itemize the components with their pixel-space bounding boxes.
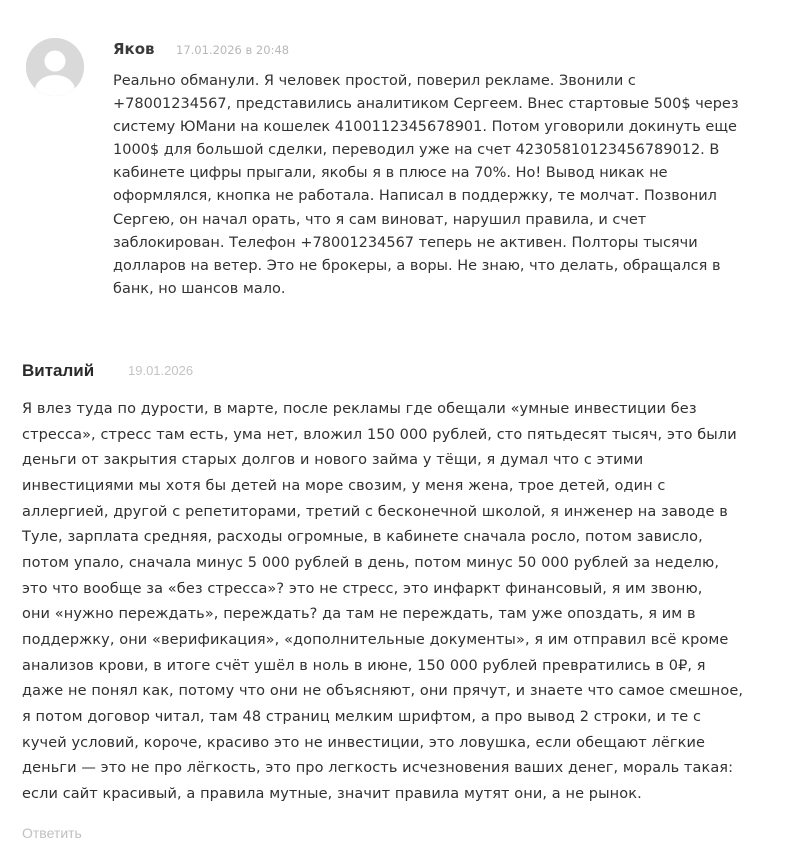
reply-link[interactable]: Ответить [22, 825, 82, 841]
comment-text: Я влез туда по дурости, в марте, после рекламы где обещали «умные инвестиции без стресса», стресс там есть, ума нет, вложил 150 000 рублей, сто пятьдесят тысяч, это были деньги от закрытия старых долгов и нового займа у тёщи, я думал что с этими инвестициями мы хотя бы детей на море свозим, у меня жена, трое детей, один с аллергией, другой с репетиторами, третий с бесконечной школой, я инженер на заводе в Туле, зарплата средняя, расходы огромные, в кабинете сначала росло, потом зависло, потом упало, сначала минус 5 000 рублей в день, потом минус 50 000 рублей за неделю, это что вообще за «без стресса»? это не стресс, это инфаркт финансовый, я им звоню, они «нужно переждать», переждать? да там не переждать, там уже опоздать, я им в поддержку, они «верификация», «дополнительные документы», я им отправил всё кроме анализов крови, в итоге счёт ушёл в ноль в июне, 150 000 рублей превратились в 0₽, я даже не понял как, потому что они не объясняют, они прячут, и знаете что самое смешное, я потом договор читал, там 48 страниц мелким шрифтом, а про вывод 2 строки, и те с кучей условий, короче, красиво это не инвестиции, это ловушка, если обещают лёгкие деньги — это не про лёгкость, это про легкость исчезновения ваших денег, мораль такая: если сайт красивый, а правила мутные, значит правила мутят они, а не рынок. [22, 401, 744, 802]
comment-vitaly [0, 340, 797, 853]
avatar [26, 38, 84, 96]
comment-date: 17.01.2026 в 20:48 [176, 43, 290, 57]
comment-yakov [0, 0, 797, 320]
user-placeholder-icon [26, 38, 84, 96]
comment-author: Виталий [22, 361, 95, 380]
comment-date: 19.01.2026 [128, 363, 194, 378]
comment-text: Реально обманули. Я человек простой, поверил рекламе. Звонили с +78001234567, представились аналитиком Сергеем. Внес стартовые 500$ через систему ЮМани на кошелек 4100112345678901. Потом уговорили докинуть еще 1000$ для большой сделки, переводил уже на счет 42305810123456789012. В кабинете цифры прыгали, якобы я в плюсе на 70%. Но! Вывод никак не оформлялся, кнопка не работала. Написал в поддержку, те молчат. Позвонил Сергею, он начал орать, что я сам виноват, нарушил правила, и счет заблокирован. Телефон +78001234567 теперь не активен. Полторы тысячи долларов на ветер. Это не брокеры, а воры. Не знаю, что делать, обращался в банк, но шансов мало. [113, 73, 739, 297]
comment-author: Яков [113, 40, 155, 58]
